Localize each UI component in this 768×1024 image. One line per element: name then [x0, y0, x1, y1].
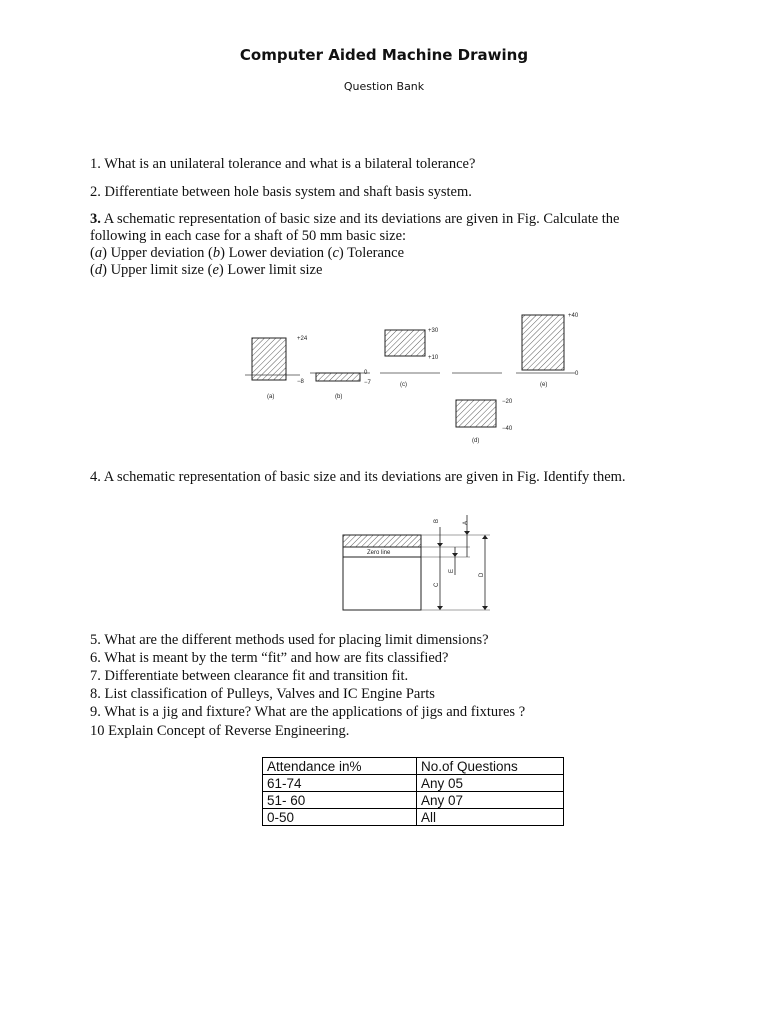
table-header-cell: Attendance in% — [263, 758, 417, 775]
case-c-caption: (c) — [400, 382, 407, 388]
hatched-band — [343, 535, 421, 547]
attendance-table — [262, 757, 564, 826]
document-title: Computer Aided Machine Drawing — [239, 46, 529, 64]
question-6: 6. What is meant by the term “fit” and how are fits classified? — [90, 650, 449, 666]
part-e-text: Lower limit size — [223, 262, 323, 278]
part-a-text: Upper deviation ( — [106, 245, 213, 261]
table-cell: 0-50 — [263, 809, 417, 826]
table-header-cell: No.of Questions — [417, 758, 564, 775]
part-a-mark: a — [94, 245, 103, 261]
question-3-parts-1: (a) Upper deviation (b) Lower deviation (c) Tolerance — [90, 245, 405, 261]
figure1-case-c — [380, 328, 440, 388]
case-e-upper-label: +40 — [568, 313, 579, 319]
part-e-mark: e — [212, 262, 219, 278]
table-header-row — [263, 758, 564, 775]
table-cell: All — [417, 809, 564, 826]
part-d-mark: d — [94, 262, 103, 278]
part-c-mark: c — [332, 245, 339, 261]
question-5: 5. What are the different methods used for placing limit dimensions? — [90, 632, 489, 648]
case-e-lower-label: 0 — [575, 371, 579, 377]
figure1-case-e — [452, 313, 579, 388]
part-c-text: Tolerance — [343, 245, 405, 261]
case-a-caption: (a) — [267, 394, 275, 400]
deviation-figure-1 — [240, 300, 600, 450]
figure1-case-b — [310, 370, 372, 400]
question-4: 4. A schematic representation of basic size and its deviations are given in Fig. Identify them. — [90, 469, 626, 485]
dimension-label-e: E — [449, 568, 455, 573]
shaft-outline — [343, 547, 421, 610]
question-7: 7. Differentiate between clearance fit and transition fit. — [90, 668, 409, 684]
table-cell: 51- 60 — [263, 792, 417, 809]
table-row — [263, 792, 564, 809]
case-b-upper-label: 0 — [364, 370, 368, 376]
case-a-upper-label: +24 — [297, 336, 308, 342]
case-c-lower-label: +10 — [428, 355, 439, 361]
question-8: 8. List classification of Pulleys, Valves and IC Engine Parts — [90, 686, 435, 702]
case-d-upper-label: −20 — [502, 399, 513, 405]
part-d-text: Upper limit size ( — [106, 262, 213, 278]
dimension-label-c: C — [434, 582, 440, 587]
figure1-case-d — [456, 399, 513, 444]
deviation-figure-2 — [335, 505, 505, 615]
dimension-label-b: B — [434, 518, 440, 523]
figure1-case-a — [245, 336, 308, 400]
dimension-label-d: D — [479, 572, 485, 577]
table-cell: Any 05 — [417, 775, 564, 792]
zero-line-label: Zero line — [367, 550, 391, 556]
question-3-line2: following in each case for a shaft of 50 mm basic size: — [90, 228, 407, 244]
case-b-caption: (b) — [335, 394, 343, 400]
question-2: 2. Differentiate between hole basis system and shaft basis system. — [90, 184, 472, 200]
question-3-line1: A schematic representation of basic size and its deviations are given in Fig. Calculate the — [100, 211, 620, 227]
case-d-caption: (d) — [472, 438, 480, 444]
document-subtitle: Question Bank — [343, 80, 425, 93]
table-row — [263, 775, 564, 792]
case-e-caption: (e) — [540, 382, 548, 388]
case-b-lower-label: −7 — [364, 380, 371, 386]
table-cell: 61-74 — [263, 775, 417, 792]
question-3-parts-2: (d) Upper limit size (e) Lower limit size — [90, 262, 323, 278]
part-b-mark: b — [212, 245, 221, 261]
question-1: 1. What is an unilateral tolerance and what is a bilateral tolerance? — [90, 156, 476, 172]
case-d-lower-label: −40 — [502, 426, 513, 432]
case-a-lower-label: −8 — [297, 379, 304, 385]
case-c-upper-label: +30 — [428, 328, 439, 334]
question-3-number: 3. — [90, 211, 101, 227]
dimension-label-a: A — [463, 520, 469, 525]
question-9: 9. What is a jig and fixture? What are the applications of jigs and fixtures ? — [90, 704, 526, 720]
table-row — [263, 809, 564, 826]
table-cell: Any 07 — [417, 792, 564, 809]
question-10: 10 Explain Concept of Reverse Engineering. — [90, 723, 350, 739]
part-b-text: Lower deviation ( — [224, 245, 333, 261]
question-3 — [90, 211, 690, 279]
